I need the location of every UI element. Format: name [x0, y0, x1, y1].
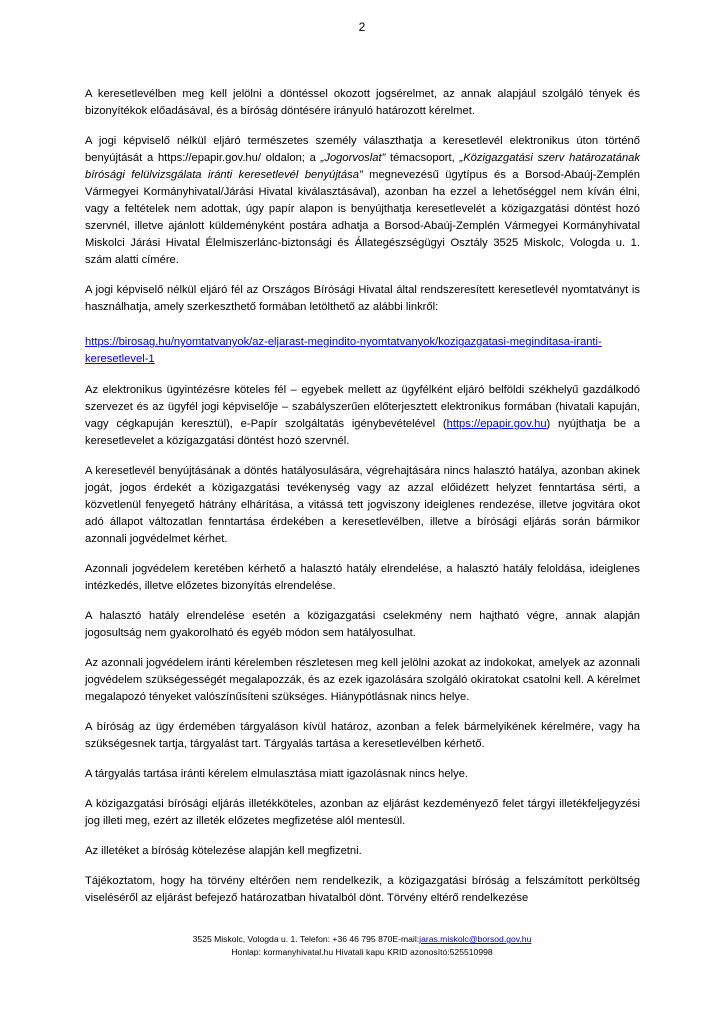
paragraph [85, 719, 640, 753]
body-text-run: Az illetéket a bíróság kötelezése alapján kell megfizetni. [85, 845, 362, 857]
body-text-run: A halasztó hatály elrendelése esetén a közigazgatási cselekmény nem hajtható végre, annak alapján jogosultság nem gyakorolható és egyéb módon sem hatályosulhat. [85, 610, 640, 639]
paragraph [85, 655, 640, 706]
emphasized-text: „Jogorvoslat” [320, 152, 386, 164]
emphasized-text: „Közigazgatási szerv határozatának bírósági felülvizsgálata iránti keresetlevél benyújtása” [85, 152, 640, 181]
body-text-run: A jogi képviselő nélkül eljáró fél az Országos Bírósági Hivatal által rendszeresített keresetlevél nyomtatványt is használhatja, amely szerkeszthető formában letölthető az alábbi linkről: [85, 284, 640, 313]
body-text-run: A bíróság az ügy érdemében tárgyaláson kívül határoz, azonban a felek bármelyikének kérelmére, vagy ha szükségesnek tartja, tárgyalást tart. Tárgyalás tartása a keresetlevélben kérhető. [85, 721, 640, 750]
body-text-run: A keresetlevél benyújtásának a döntés hatályosulására, végrehajtására nincs halasztó hatálya, azonban akinek jogát, jogos érdekét a közigazgatási tevékenység vagy az azzal előidézett helyzet fenntartása sérti, a közvetlenül fenyegető hátrány elhárítása, a vitássá tett jogviszony ideiglenes rendezése, illetve jogvitára okot adó állapot változatlan fenntartása érdekében a keresetlevélben, illetve a bírósági eljárás során bármikor azonnali jogvédelmet kérhet. [85, 465, 640, 545]
body-text-run: Az elektronikus ügyintézésre köteles fél – egyebek mellett az ügyfélként eljáró belföldi székhelyű gazdálkodó szervezet és az ügyfél jogi képviselője – szabályszerűen előterjesztett elektronikus formában (hivatali kapuján, vagy cégkapuján keresztül), e-Papír szolgáltatás igénybevételével ( [85, 384, 640, 430]
body-text-run: témacsoport, [385, 152, 460, 164]
paragraph [85, 608, 640, 642]
paragraph [85, 282, 640, 316]
body-text-run: A tárgyalás tartása iránti kérelem elmulasztása miatt igazolásnak nincs helye. [85, 768, 469, 780]
paragraph [85, 561, 640, 595]
paragraph [85, 382, 640, 450]
body-text-run: megnevezésű ügytípus és a Borsod-Abaúj-Zemplén Vármegyei Kormányhivatal/Járási Hivatal kiválasztásával), azonban ha ezzel a lehetőséggel nem kíván élni, vagy a feltételek nem adottak, úgy papír alapon is benyújthatja keresetlevelét a közigazgatási döntést hozó szervnél, illetve ajánlott küldeményként postára adhatja a Borsod-Abaúj-Zemplén Vármegyei Kormányhivatal Miskolci Járási Hivatal Élelmiszerlánc-biztonsági és Állategészségügyi Osztály 3525 Miskolc, Vologda u. 1. szám alatti címére. [85, 169, 640, 266]
paragraph [85, 86, 640, 120]
paragraph [85, 133, 640, 269]
body-text-run: Az azonnali jogvédelem iránti kérelemben részletesen meg kell jelölni azokat az indokokat, amelyek az azonnali jogvédelem szükségességét megalapozzák, és az ezek igazolására szolgáló okiratokat csatolni kell. A kérelmet megalapozó tényeket valószínűsíteni szükséges. Hiánypótlásnak nincs helye. [85, 657, 640, 703]
inline-link[interactable]: https://epapir.gov.hu [446, 418, 547, 430]
paragraph [85, 796, 640, 830]
body-text-run: Tájékoztatom, hogy ha törvény eltérően nem rendelkezik, a közigazgatási bíróság a felszámított perköltség viseléséről az eljárást befejező határozatban hivatalból dönt. Törvény eltérő rendelkezése [85, 875, 640, 904]
paragraph [85, 873, 640, 907]
body-text-run: A keresetlevélben meg kell jelölni a döntéssel okozott jogsérelmet, az annak alapjául szolgáló tények és bizonyítékok előadásával, és a bíróság döntésére irányuló határozott kérelmet. [85, 88, 640, 117]
body-text-run: Azonnali jogvédelem keretében kérhető a halasztó hatály elrendelése, a halasztó hatály feloldása, ideiglenes intézkedés, illetve előzetes bizonyítás elrendelése. [85, 563, 640, 592]
inline-link[interactable]: https://birosag.hu/nyomtatvanyok/az-eljarast-megindito-nyomtatvanyok/kozigazgatasi-meginditasa-iranti-keresetlevel-1 [85, 336, 602, 365]
footer-contact-line [0, 933, 724, 946]
page-footer [0, 933, 724, 959]
paragraph [85, 463, 640, 548]
footer-address-phone: 3525 Miskolc, Vologda u. 1. Telefon: +36 46 795 870E-mail: [192, 934, 420, 944]
footer-homepage-krid: Honlap: kormanyhivatal.hu Hivatali kapu KRID azonosító:525510998 [231, 947, 493, 957]
document-body [85, 86, 640, 920]
page-number: 2 [358, 20, 366, 34]
paragraph [85, 843, 640, 860]
paragraph [85, 766, 640, 783]
body-text-run: ) nyújthatja be a keresetlevelet a közigazgatási döntést hozó szervnél. [85, 418, 640, 447]
body-text-run: A közigazgatási bírósági eljárás illetékköteles, azonban az eljárást kezdeményező felet tárgyi illetékfeljegyzési jog illeti meg, ezért az illeték előzetes megfizetése alól mentesül. [85, 798, 640, 827]
body-text-run: A jogi képviselő nélkül eljáró természetes személy választhatja a keresetlevél elektronikus úton történő benyújtását a https://epapir.gov.hu/ oldalon; a [85, 135, 640, 164]
footer-email-link[interactable]: jaras.miskolc@borsod.gov.hu [419, 934, 532, 944]
paragraph [85, 334, 640, 368]
